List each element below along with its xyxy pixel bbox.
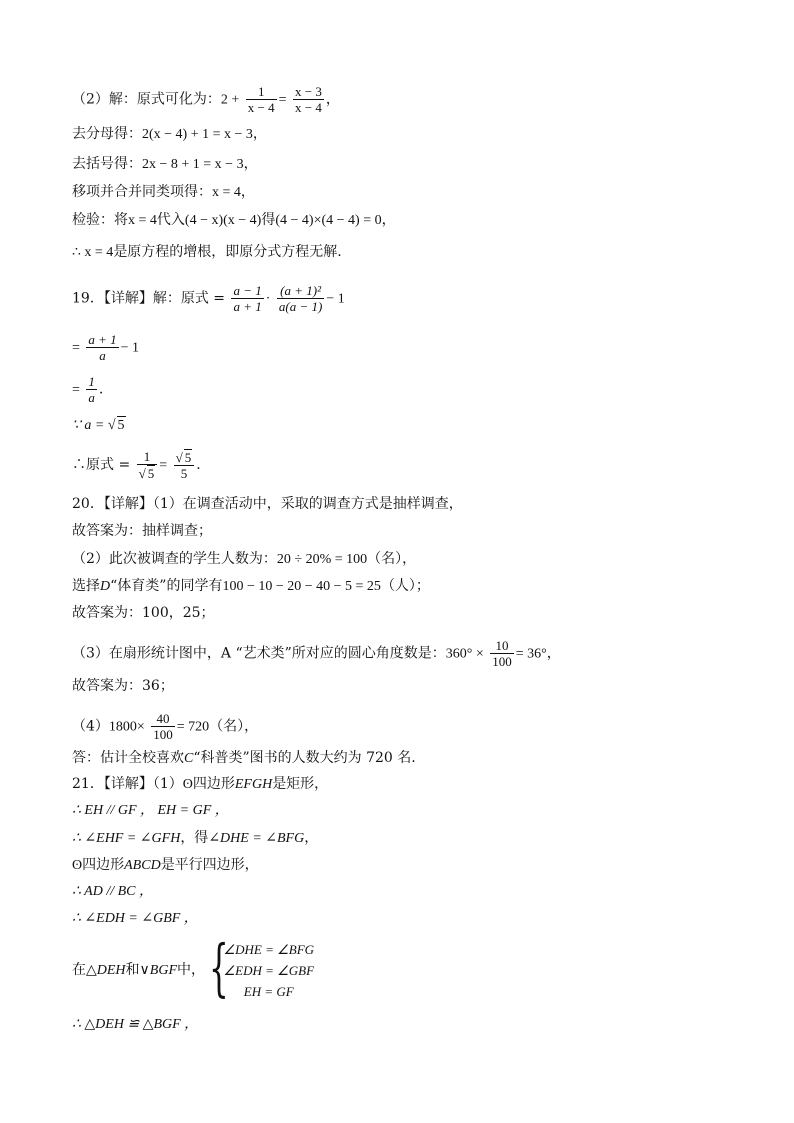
q20-line2: 故答案为：抽样调查； bbox=[72, 523, 212, 539]
q20-line9: 答：估计全校喜欢C“科普类”图书的人数大约为 720 名. bbox=[72, 750, 416, 766]
loop-glyph: ʘ bbox=[72, 858, 83, 873]
q19-line4: ∵ a = √ 5 bbox=[72, 418, 125, 433]
fraction: $\frac{a - 1}{a + 1}$ bbox=[233, 283, 262, 314]
fraction: $\frac{1}{√ 5}$ bbox=[137, 449, 158, 481]
fraction: $\frac{x - 3}{x - 4}$ bbox=[294, 84, 322, 115]
q18-line3: 去括号得：2x − 8 + 1 = x − 3， bbox=[72, 156, 258, 172]
q21-line8: ∴ △DEH ≌ △BGF ， bbox=[72, 1017, 199, 1032]
q20-line6: （3）在扇形统计图中，A “艺术类”所对应的圆心角度数是：360° × $\frac{10}{100}$ = 36°， bbox=[72, 638, 561, 669]
fraction: $\frac{40}{100}$ bbox=[153, 711, 173, 742]
q19-line5: ∴原式 = $\frac{1}{√ 5}$ = $\frac{√ 5}{5}$ . bbox=[72, 449, 201, 481]
q20-line7: 故答案为：36； bbox=[72, 678, 174, 694]
q19-line1: 19．【详解】解：原式 = $\frac{a - 1}{a + 1}$ · $\frac{\text{(a + 1)²}}{a(a - 1)}$ − 1 bbox=[72, 283, 345, 314]
fraction: $\frac{1}{a}$ bbox=[88, 374, 95, 405]
equation-system: { ∠DHE = ∠BFG ∠EDH = ∠GBF EH = GF bbox=[209, 931, 315, 1004]
q21-line5: ∴ AD // BC ， bbox=[72, 884, 153, 899]
q19-line3: = $\frac{1}{a}$ . bbox=[72, 374, 104, 405]
q21-line2: ∴ EH // GF ， EH = GF ， bbox=[72, 803, 229, 818]
q18-line4: 移项并合并同类项得：x = 4， bbox=[72, 184, 255, 200]
q18-line6: ∴ x = 4是原方程的增根，即原分式方程无解. bbox=[72, 244, 342, 260]
q21-line7: 在△DEH和∨BGF中， { ∠DHE = ∠BFG ∠EDH = ∠GBF EH = GF bbox=[72, 931, 315, 1004]
brace-icon: { bbox=[209, 931, 230, 1004]
q20-line4: 选择D“体育类”的同学有100 − 10 − 20 − 40 − 5 = 25（人）； bbox=[72, 578, 430, 594]
q21-line3: ∴ ∠EHF = ∠GFH，得∠DHE = ∠BFG， bbox=[72, 830, 319, 846]
fraction: $\frac{a + 1}{a}$ bbox=[88, 332, 117, 363]
q20-line1: 20．【详解】（1）在调查活动中，采取的调查方式是抽样调查， bbox=[72, 496, 463, 512]
q20-line5: 故答案为：100，25； bbox=[72, 605, 215, 621]
q18-line2: 去分母得：2(x − 4) + 1 = x − 3， bbox=[72, 126, 267, 142]
fraction: $\frac{10}{100}$ bbox=[492, 638, 512, 669]
q21-line6: ∴ ∠EDH = ∠GBF ， bbox=[72, 911, 198, 926]
fraction: $\frac{1}{x - 4}$ bbox=[247, 84, 275, 115]
q20-line8: （4）1800× $\frac{40}{100}$ = 720（名）， bbox=[72, 711, 259, 742]
q21-line4: ʘ四边形ABCD是平行四边形， bbox=[72, 857, 259, 873]
fraction: $\frac{\text{(a + 1)²}}{a(a - 1)}$ bbox=[278, 283, 323, 314]
q21-line1: 21．【详解】（1）ʘ四边形EFGH是矩形， bbox=[72, 776, 329, 792]
q19-line2: = $\frac{a + 1}{a}$ − 1 bbox=[72, 332, 140, 363]
loop-glyph: ʘ bbox=[182, 777, 193, 792]
q18-line1: （2）解：原式可化为：2 + $\frac{1}{x - 4}$ = $\frac{x - 3}{x - 4}$ ， bbox=[72, 84, 340, 115]
q20-line3: （2）此次被调查的学生人数为：20 ÷ 20% = 100（名）， bbox=[72, 551, 417, 567]
q18-line5: 检验：将x = 4代入(4 − x)(x − 4)得(4 − 4)×(4 − 4) = 0， bbox=[72, 212, 396, 228]
fraction: $\frac{√ 5}{5}$ bbox=[174, 449, 195, 481]
